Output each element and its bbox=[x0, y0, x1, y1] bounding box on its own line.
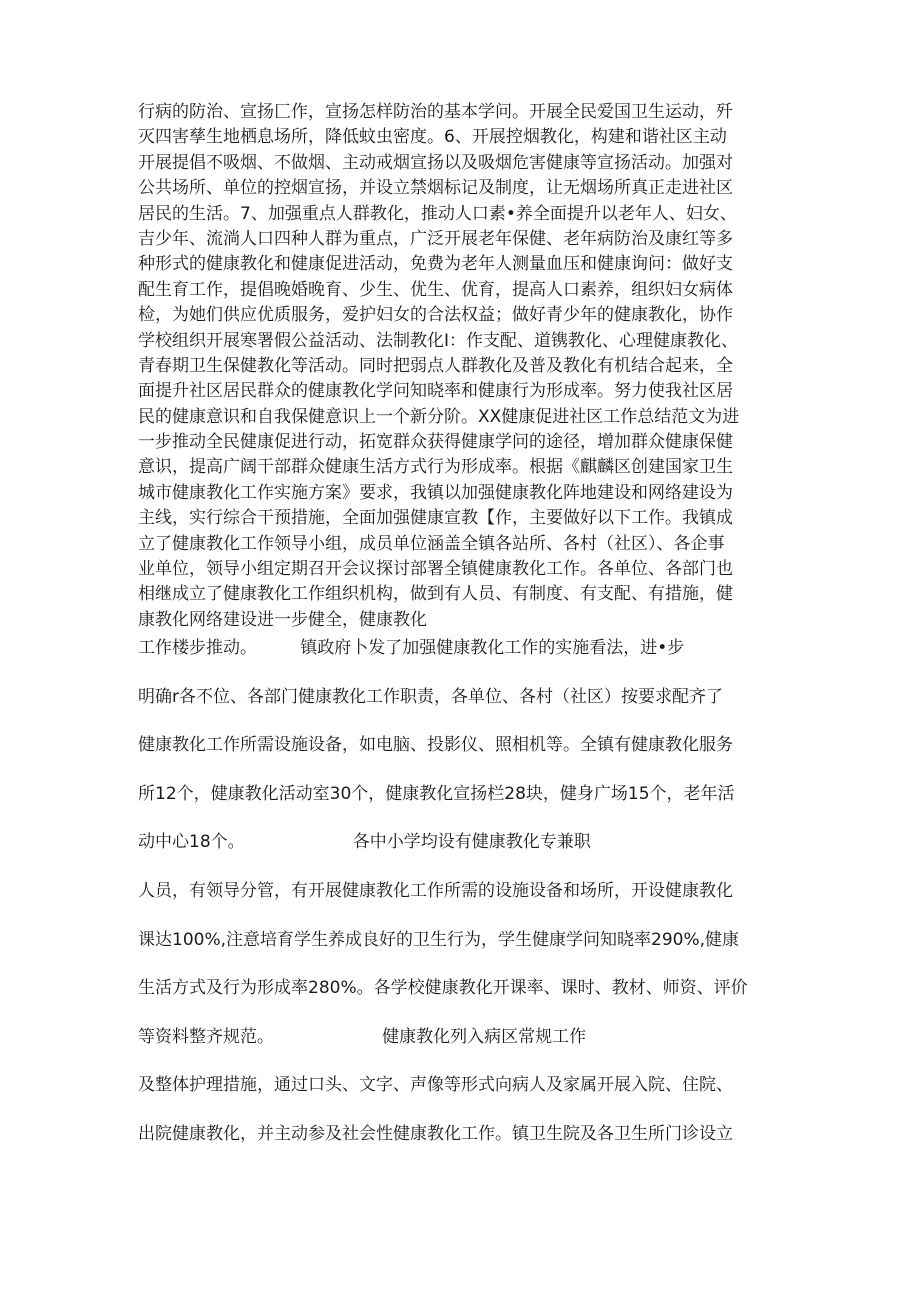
text-line: 检，为她们供应优质服务，爱护妇女的合法权益；做好青少年的健康教化，协作 bbox=[138, 305, 733, 326]
text-line: 康教化网络建设进一步健全，健康教化 bbox=[138, 609, 427, 630]
text-line: 立了健康教化工作领导小组，成员单位涵盖全镇各站所、各村（社区）、各企事 bbox=[138, 533, 725, 554]
text-line: 青春期卫生保健教化等活动。同时把弱点人群教化及普及教化有机结合起来，全 bbox=[138, 355, 733, 376]
text-line: 明确r各不位、各部门健康教化工作职责，各单位、各村（社区）按要求配齐了 bbox=[138, 686, 723, 707]
text-line: 一步推动全民健康促进行动，拓宽群众获得健康学问的途径，增加群众健康保健 bbox=[138, 432, 733, 453]
text-line: 意识，提高广阔干部群众健康生活方式行为形成率。根据《麒麟区创建国家卫生 bbox=[138, 457, 733, 478]
text-line: 健康教化工作所需设施设备，如电脑、投影仪、照相机等。全镇有健康教化服务 bbox=[138, 735, 733, 756]
sparse-paragraph bbox=[138, 630, 798, 1165]
text-line: 公共场所、单位的控烟宣扬，并设立禁烟标记及制度，让无烟场所真正走进社区 bbox=[138, 178, 733, 199]
text-line: 等资料整齐规范。 健康教化列入病区常规工作 bbox=[138, 1026, 587, 1047]
text-line: 相继成立了健康教化工作组织机构，做到有人员、有制度、有支配、有措施，健 bbox=[138, 584, 733, 605]
text-line: 课达100%,注意培育学生养成良好的卫生行为，学生健康学问知晓率290%,健康 bbox=[138, 929, 740, 950]
text-line: 动中心18个。 各中小学均设有健康教化专兼职 bbox=[138, 832, 591, 853]
text-line: 及整体护理措施，通过口头、文字、声像等形式向病人及家属开展入院、住院、 bbox=[138, 1075, 733, 1096]
text-line: 人员，有领导分管，有开展健康教化工作所需的设施设备和场所，开设健康教化 bbox=[138, 880, 733, 901]
text-line: 学校组织开展寒署假公益活动、法制教化I：作支配、道镌教化、心理健康教化、 bbox=[138, 330, 739, 351]
text-line: 民的健康意识和自我保健意识上一个新分阶。XX健康促进社区工作总结范文为进 bbox=[138, 406, 740, 427]
text-line: 工作楼步推动。 镇政府卜发了加强健康教化工作的实施看法，进•步 bbox=[138, 638, 685, 658]
text-line: 配生育工作，提倡晚婚晚育、少生、优生、优育，提高人口素养，组织妇女病体 bbox=[138, 279, 733, 300]
text-line: 主线，实行综合干预措施，全面加强健康宣教【作，主要做好以下工作。我镇成 bbox=[138, 508, 733, 529]
text-line: 居民的生活。7、加强重点人群教化，推动人口素•养全面提升以老年人、妇女、 bbox=[138, 203, 737, 224]
text-line: 出院健康教化，并主动参及社会性健康教化工作。镇卫生院及各卫生所门诊设立 bbox=[138, 1123, 733, 1144]
text-line: 行病的防治、宣扬匚作，宣扬怎样防治的基本学问。开展全民爱国卫生运动，歼 bbox=[138, 102, 733, 122]
text-line: 所12个，健康教化活动室30个，健康教化宣扬栏28块，健身广场15个，老年活 bbox=[138, 783, 735, 804]
text-line: 灭四害孳生地栖息场所，降低蚊虫密度。6、开展控烟教化，构建和谐社区主动 bbox=[138, 127, 727, 148]
text-line: 吉少年、流淌人口四种人群为重点，广泛开展老年保健、老年病防治及康红等多 bbox=[138, 228, 733, 249]
text-line: 面提升社区居民群众的健康教化学问知晓率和健康行为形成率。努力使我社区居 bbox=[138, 381, 733, 402]
text-line: 业单位，领导小组定期召开会议探讨部署全镇健康教化工作。各单位、各部门也 bbox=[138, 559, 733, 580]
text-line: 生活方式及行为形成率280%。各学校健康教化开课率、课时、教材、师资、评价 bbox=[138, 978, 748, 999]
text-line: 种形式的健康教化和健康促进活动，免费为老年人测量血压和健康询问：做好支 bbox=[138, 254, 733, 275]
text-line: 开展提倡不吸烟、不做烟、主动戒烟宣扬以及吸烟危害健康等宣扬活动。加强对 bbox=[138, 152, 733, 173]
dense-paragraph bbox=[138, 100, 798, 633]
text-line: 城市健康教化工作实施方案》要求，我镇以加强健康教化阵地建设和网络建设为 bbox=[138, 482, 733, 503]
